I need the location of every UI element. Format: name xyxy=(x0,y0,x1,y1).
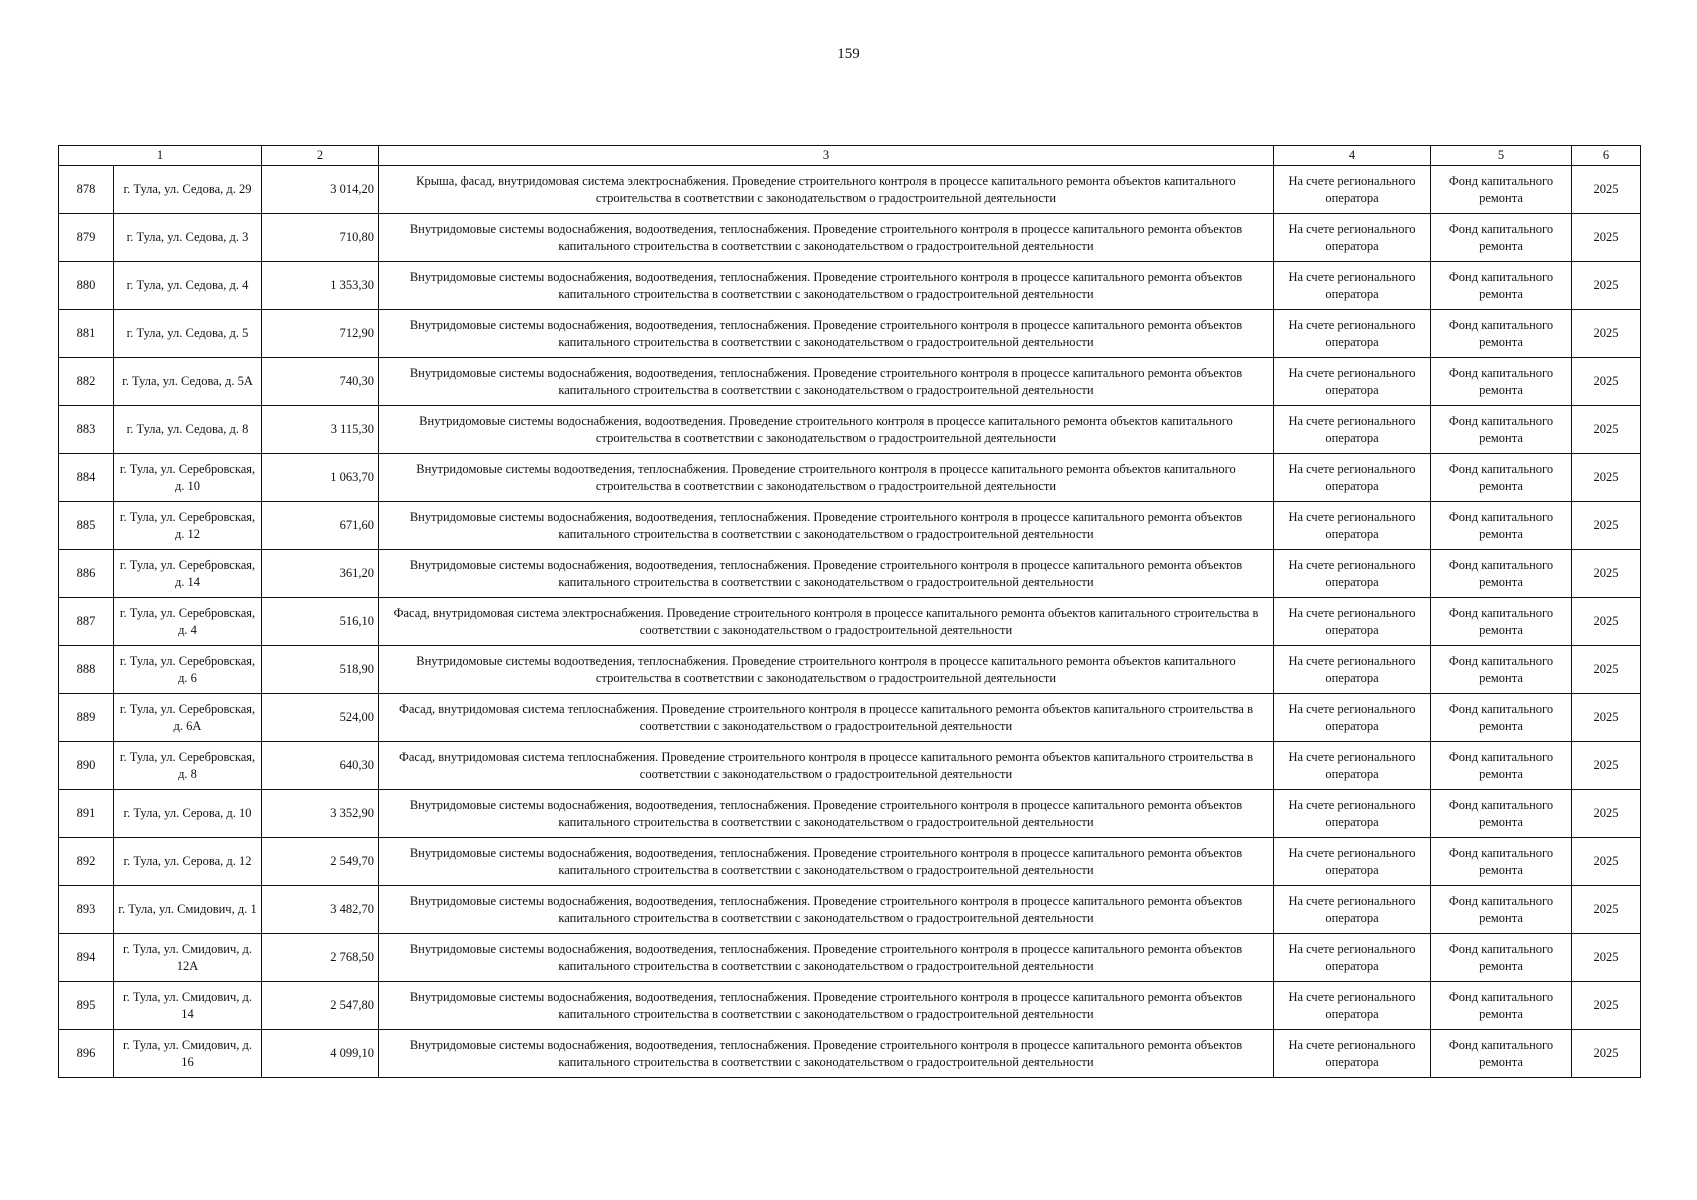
table-row xyxy=(59,886,1641,934)
account-type-cell: На счете регионального оператора xyxy=(1274,550,1431,598)
area-cell: 3 482,70 xyxy=(262,886,379,934)
year-cell: 2025 xyxy=(1572,982,1641,1030)
area-cell: 671,60 xyxy=(262,502,379,550)
area-cell: 740,30 xyxy=(262,358,379,406)
row-number-cell: 891 xyxy=(59,790,114,838)
work-description-cell: Внутридомовые системы водоснабжения, водоотведения, теплоснабжения. Проведение строительного контроля в процессе капитального ремонта объектов капитального строительства в соответствии с законодательством о градостроительной деятельности xyxy=(379,310,1274,358)
table-row xyxy=(59,694,1641,742)
account-type-cell: На счете регионального оператора xyxy=(1274,166,1431,214)
year-cell: 2025 xyxy=(1572,214,1641,262)
row-number-cell: 878 xyxy=(59,166,114,214)
column-header-2: 2 xyxy=(262,146,379,166)
area-cell: 3 352,90 xyxy=(262,790,379,838)
row-number-cell: 893 xyxy=(59,886,114,934)
funding-source-cell: Фонд капитального ремонта xyxy=(1431,502,1572,550)
account-type-cell: На счете регионального оператора xyxy=(1274,742,1431,790)
table-row xyxy=(59,646,1641,694)
year-cell: 2025 xyxy=(1572,502,1641,550)
funding-source-cell: Фонд капитального ремонта xyxy=(1431,262,1572,310)
address-cell: г. Тула, ул. Седова, д. 3 xyxy=(114,214,262,262)
area-cell: 2 768,50 xyxy=(262,934,379,982)
table-row xyxy=(59,166,1641,214)
row-number-cell: 888 xyxy=(59,646,114,694)
address-cell: г. Тула, ул. Серебровская, д. 14 xyxy=(114,550,262,598)
address-cell: г. Тула, ул. Смидович, д. 1 xyxy=(114,886,262,934)
table-row xyxy=(59,550,1641,598)
funding-source-cell: Фонд капитального ремонта xyxy=(1431,646,1572,694)
row-number-cell: 881 xyxy=(59,310,114,358)
area-cell: 3 014,20 xyxy=(262,166,379,214)
area-cell: 1 063,70 xyxy=(262,454,379,502)
account-type-cell: На счете регионального оператора xyxy=(1274,1030,1431,1078)
table-row xyxy=(59,790,1641,838)
row-number-cell: 889 xyxy=(59,694,114,742)
area-cell: 516,10 xyxy=(262,598,379,646)
row-number-cell: 879 xyxy=(59,214,114,262)
year-cell: 2025 xyxy=(1572,358,1641,406)
work-description-cell: Фасад, внутридомовая система теплоснабжения. Проведение строительного контроля в процессе капитального ремонта объектов капитального строительства в соответствии с законодательством о градостроительной деятельности xyxy=(379,694,1274,742)
work-description-cell: Внутридомовые системы водоотведения, теплоснабжения. Проведение строительного контроля в процессе капитального ремонта объектов капитального строительства в соответствии с законодательством о градостроительной деятельности xyxy=(379,454,1274,502)
column-header-5: 5 xyxy=(1431,146,1572,166)
area-cell: 518,90 xyxy=(262,646,379,694)
year-cell: 2025 xyxy=(1572,838,1641,886)
row-number-cell: 885 xyxy=(59,502,114,550)
work-description-cell: Внутридомовые системы водоснабжения, водоотведения, теплоснабжения. Проведение строительного контроля в процессе капитального ремонта объектов капитального строительства в соответствии с законодательством о градостроительной деятельности xyxy=(379,214,1274,262)
address-cell: г. Тула, ул. Седова, д. 4 xyxy=(114,262,262,310)
column-header-3: 3 xyxy=(379,146,1274,166)
row-number-cell: 884 xyxy=(59,454,114,502)
year-cell: 2025 xyxy=(1572,1030,1641,1078)
column-header-6: 6 xyxy=(1572,146,1641,166)
area-cell: 2 549,70 xyxy=(262,838,379,886)
work-description-cell: Внутридомовые системы водоснабжения, водоотведения, теплоснабжения. Проведение строительного контроля в процессе капитального ремонта объектов капитального строительства в соответствии с законодательством о градостроительной деятельности xyxy=(379,358,1274,406)
address-cell: г. Тула, ул. Смидович, д. 12А xyxy=(114,934,262,982)
column-number-header-row xyxy=(59,146,1641,166)
work-description-cell: Крыша, фасад, внутридомовая система электроснабжения. Проведение строительного контроля в процессе капитального ремонта объектов капитального строительства в соответствии с законодательством о градостроительной деятельности xyxy=(379,166,1274,214)
address-cell: г. Тула, ул. Седова, д. 5А xyxy=(114,358,262,406)
work-description-cell: Внутридомовые системы водоснабжения, водоотведения, теплоснабжения. Проведение строительного контроля в процессе капитального ремонта объектов капитального строительства в соответствии с законодательством о градостроительной деятельности xyxy=(379,982,1274,1030)
work-description-cell: Внутридомовые системы водоснабжения, водоотведения, теплоснабжения. Проведение строительного контроля в процессе капитального ремонта объектов капитального строительства в соответствии с законодательством о градостроительной деятельности xyxy=(379,1030,1274,1078)
address-cell: г. Тула, ул. Серова, д. 10 xyxy=(114,790,262,838)
year-cell: 2025 xyxy=(1572,166,1641,214)
year-cell: 2025 xyxy=(1572,262,1641,310)
table-row xyxy=(59,262,1641,310)
work-description-cell: Фасад, внутридомовая система теплоснабжения. Проведение строительного контроля в процессе капитального ремонта объектов капитального строительства в соответствии с законодательством о градостроительной деятельности xyxy=(379,742,1274,790)
year-cell: 2025 xyxy=(1572,310,1641,358)
row-number-cell: 883 xyxy=(59,406,114,454)
area-cell: 3 115,30 xyxy=(262,406,379,454)
area-cell: 1 353,30 xyxy=(262,262,379,310)
account-type-cell: На счете регионального оператора xyxy=(1274,310,1431,358)
address-cell: г. Тула, ул. Седова, д. 29 xyxy=(114,166,262,214)
funding-source-cell: Фонд капитального ремонта xyxy=(1431,694,1572,742)
table-row xyxy=(59,214,1641,262)
funding-source-cell: Фонд капитального ремонта xyxy=(1431,790,1572,838)
column-header-1: 1 xyxy=(59,146,262,166)
funding-source-cell: Фонд капитального ремонта xyxy=(1431,934,1572,982)
funding-source-cell: Фонд капитального ремонта xyxy=(1431,214,1572,262)
column-header-4: 4 xyxy=(1274,146,1431,166)
year-cell: 2025 xyxy=(1572,742,1641,790)
table-row xyxy=(59,406,1641,454)
funding-source-cell: Фонд капитального ремонта xyxy=(1431,838,1572,886)
funding-source-cell: Фонд капитального ремонта xyxy=(1431,982,1572,1030)
funding-source-cell: Фонд капитального ремонта xyxy=(1431,166,1572,214)
funding-source-cell: Фонд капитального ремонта xyxy=(1431,310,1572,358)
table-row xyxy=(59,502,1641,550)
account-type-cell: На счете регионального оператора xyxy=(1274,886,1431,934)
address-cell: г. Тула, ул. Седова, д. 8 xyxy=(114,406,262,454)
area-cell: 2 547,80 xyxy=(262,982,379,1030)
row-number-cell: 896 xyxy=(59,1030,114,1078)
work-description-cell: Внутридомовые системы водоснабжения, водоотведения, теплоснабжения. Проведение строительного контроля в процессе капитального ремонта объектов капитального строительства в соответствии с законодательством о градостроительной деятельности xyxy=(379,262,1274,310)
account-type-cell: На счете регионального оператора xyxy=(1274,262,1431,310)
table-row xyxy=(59,742,1641,790)
address-cell: г. Тула, ул. Серебровская, д. 6 xyxy=(114,646,262,694)
area-cell: 524,00 xyxy=(262,694,379,742)
address-cell: г. Тула, ул. Седова, д. 5 xyxy=(114,310,262,358)
account-type-cell: На счете регионального оператора xyxy=(1274,694,1431,742)
account-type-cell: На счете регионального оператора xyxy=(1274,982,1431,1030)
table-row xyxy=(59,358,1641,406)
row-number-cell: 890 xyxy=(59,742,114,790)
account-type-cell: На счете регионального оператора xyxy=(1274,790,1431,838)
table-row xyxy=(59,598,1641,646)
funding-source-cell: Фонд капитального ремонта xyxy=(1431,550,1572,598)
work-description-cell: Внутридомовые системы водоснабжения, водоотведения, теплоснабжения. Проведение строительного контроля в процессе капитального ремонта объектов капитального строительства в соответствии с законодательством о градостроительной деятельности xyxy=(379,934,1274,982)
row-number-cell: 895 xyxy=(59,982,114,1030)
row-number-cell: 882 xyxy=(59,358,114,406)
address-cell: г. Тула, ул. Серебровская, д. 12 xyxy=(114,502,262,550)
work-description-cell: Фасад, внутридомовая система электроснабжения. Проведение строительного контроля в процессе капитального ремонта объектов капитального строительства в соответствии с законодательством о градостроительной деятельности xyxy=(379,598,1274,646)
address-cell: г. Тула, ул. Серебровская, д. 8 xyxy=(114,742,262,790)
table-row xyxy=(59,454,1641,502)
year-cell: 2025 xyxy=(1572,886,1641,934)
address-cell: г. Тула, ул. Смидович, д. 16 xyxy=(114,1030,262,1078)
work-description-cell: Внутридомовые системы водоснабжения, водоотведения, теплоснабжения. Проведение строительного контроля в процессе капитального ремонта объектов капитального строительства в соответствии с законодательством о градостроительной деятельности xyxy=(379,838,1274,886)
year-cell: 2025 xyxy=(1572,694,1641,742)
address-cell: г. Тула, ул. Серова, д. 12 xyxy=(114,838,262,886)
year-cell: 2025 xyxy=(1572,454,1641,502)
account-type-cell: На счете регионального оператора xyxy=(1274,502,1431,550)
year-cell: 2025 xyxy=(1572,934,1641,982)
area-cell: 712,90 xyxy=(262,310,379,358)
page-number: 159 xyxy=(837,46,860,62)
address-cell: г. Тула, ул. Серебровская, д. 4 xyxy=(114,598,262,646)
year-cell: 2025 xyxy=(1572,598,1641,646)
address-cell: г. Тула, ул. Смидович, д. 14 xyxy=(114,982,262,1030)
work-description-cell: Внутридомовые системы водоснабжения, водоотведения, теплоснабжения. Проведение строительного контроля в процессе капитального ремонта объектов капитального строительства в соответствии с законодательством о градостроительной деятельности xyxy=(379,886,1274,934)
address-cell: г. Тула, ул. Серебровская, д. 10 xyxy=(114,454,262,502)
account-type-cell: На счете регионального оператора xyxy=(1274,838,1431,886)
row-number-cell: 894 xyxy=(59,934,114,982)
table-row xyxy=(59,982,1641,1030)
table-row xyxy=(59,310,1641,358)
work-description-cell: Внутридомовые системы водоотведения, теплоснабжения. Проведение строительного контроля в процессе капитального ремонта объектов капитального строительства в соответствии с законодательством о градостроительной деятельности xyxy=(379,646,1274,694)
account-type-cell: На счете регионального оператора xyxy=(1274,598,1431,646)
area-cell: 361,20 xyxy=(262,550,379,598)
account-type-cell: На счете регионального оператора xyxy=(1274,934,1431,982)
year-cell: 2025 xyxy=(1572,550,1641,598)
table-row xyxy=(59,934,1641,982)
year-cell: 2025 xyxy=(1572,790,1641,838)
funding-source-cell: Фонд капитального ремонта xyxy=(1431,406,1572,454)
funding-source-cell: Фонд капитального ремонта xyxy=(1431,358,1572,406)
area-cell: 710,80 xyxy=(262,214,379,262)
year-cell: 2025 xyxy=(1572,646,1641,694)
area-cell: 4 099,10 xyxy=(262,1030,379,1078)
work-description-cell: Внутридомовые системы водоснабжения, водоотведения. Проведение строительного контроля в процессе капитального ремонта объектов капитального строительства в соответствии с законодательством о градостроительной деятельности xyxy=(379,406,1274,454)
address-cell: г. Тула, ул. Серебровская, д. 6А xyxy=(114,694,262,742)
row-number-cell: 880 xyxy=(59,262,114,310)
row-number-cell: 886 xyxy=(59,550,114,598)
funding-source-cell: Фонд капитального ремонта xyxy=(1431,598,1572,646)
year-cell: 2025 xyxy=(1572,406,1641,454)
account-type-cell: На счете регионального оператора xyxy=(1274,214,1431,262)
repair-schedule-table xyxy=(58,145,1641,1078)
table-row xyxy=(59,1030,1641,1078)
funding-source-cell: Фонд капитального ремонта xyxy=(1431,1030,1572,1078)
row-number-cell: 892 xyxy=(59,838,114,886)
row-number-cell: 887 xyxy=(59,598,114,646)
area-cell: 640,30 xyxy=(262,742,379,790)
account-type-cell: На счете регионального оператора xyxy=(1274,406,1431,454)
account-type-cell: На счете регионального оператора xyxy=(1274,646,1431,694)
account-type-cell: На счете регионального оператора xyxy=(1274,454,1431,502)
table-row xyxy=(59,838,1641,886)
funding-source-cell: Фонд капитального ремонта xyxy=(1431,742,1572,790)
work-description-cell: Внутридомовые системы водоснабжения, водоотведения, теплоснабжения. Проведение строительного контроля в процессе капитального ремонта объектов капитального строительства в соответствии с законодательством о градостроительной деятельности xyxy=(379,502,1274,550)
funding-source-cell: Фонд капитального ремонта xyxy=(1431,454,1572,502)
work-description-cell: Внутридомовые системы водоснабжения, водоотведения, теплоснабжения. Проведение строительного контроля в процессе капитального ремонта объектов капитального строительства в соответствии с законодательством о градостроительной деятельности xyxy=(379,790,1274,838)
funding-source-cell: Фонд капитального ремонта xyxy=(1431,886,1572,934)
account-type-cell: На счете регионального оператора xyxy=(1274,358,1431,406)
table-body xyxy=(59,166,1641,1078)
work-description-cell: Внутридомовые системы водоснабжения, водоотведения, теплоснабжения. Проведение строительного контроля в процессе капитального ремонта объектов капитального строительства в соответствии с законодательством о градостроительной деятельности xyxy=(379,550,1274,598)
